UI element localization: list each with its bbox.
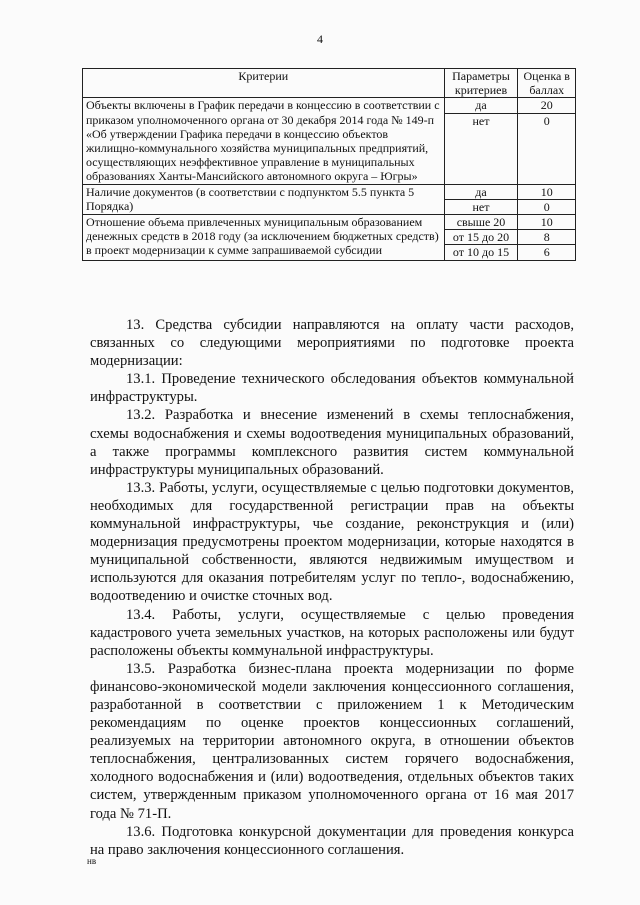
score-value: 20 bbox=[540, 98, 553, 113]
table-header-row bbox=[83, 69, 576, 98]
score-value: 10 bbox=[540, 215, 553, 230]
score-value: 10 bbox=[540, 184, 553, 199]
criterion-text: Отношение объема привлеченных муниципальным образованием денежных средств в 2018 году (за исключением бюджетных средств) в проект модернизации к сумме запрашиваемой субсидии bbox=[86, 215, 439, 258]
header-score: Оценка в баллах bbox=[518, 69, 576, 98]
param-value: да bbox=[475, 184, 487, 199]
params-cell bbox=[444, 184, 518, 214]
scores-cell bbox=[518, 215, 576, 261]
paragraph-13-1: 13.1. Проведение технического обследования объектов коммунальной инфраструктуры. bbox=[90, 371, 574, 406]
criterion-cell bbox=[83, 98, 445, 184]
header-criteria: Критерии bbox=[83, 69, 445, 98]
params-cell bbox=[444, 215, 518, 261]
param-value: от 15 до 20 bbox=[445, 229, 518, 244]
body-text bbox=[90, 316, 574, 859]
scores-cell bbox=[518, 184, 576, 214]
score-value: 0 bbox=[518, 199, 575, 214]
score-value: 0 bbox=[518, 113, 575, 128]
paragraph-13-4: 13.4. Работы, услуги, осуществляемые с целью проведения кадастрового учета земельных участков, на которых расположены или будут расположены объекты коммунальной инфраструктуры. bbox=[90, 606, 574, 659]
criterion-cell bbox=[83, 215, 445, 261]
criterion-text: Объекты включены в График передачи в концессию в соответствии с приказом уполномоченного органа от 30 декабря 2014 года № 149-п «Об утверждении Графика передачи в концессию объектов жилищно-коммунального хозяйства муниципальных предприятий, осуществляющих неэффективное управление в муниципальных образованиях Ханты-Мансийского автономного округа – Югры» bbox=[86, 98, 440, 184]
score-value: 8 bbox=[518, 229, 575, 244]
paragraph-13-5: 13.5. Разработка бизнес-плана проекта модернизации по форме финансово-экономической модели заключения концессионного соглашения, разработанной в соответствии с приложением 1 к Методическим рекомендациям по оценке проектов концессионных соглашений, реализуемых на территории автономного округа, в отношении объектов теплоснабжения, централизованных систем горячего водоснабжения, холодного водоснабжения и (или) водоотведения, отдельных объектов таких систем, утвержденным приказом уполномоченного органа от 16 мая 2017 года № 71-П. bbox=[90, 660, 574, 822]
table-row bbox=[83, 184, 576, 214]
scores-cell bbox=[518, 98, 576, 184]
param-value: нет bbox=[445, 199, 518, 214]
paragraph-13-3: 13.3. Работы, услуги, осуществляемые с целью подготовки документов, необходимых для государственной регистрации прав на объекты коммунальной инфраструктуры, чье создание, реконструкция и (или) модернизация предусмотрены проектом модернизации, которые находятся в муниципальной собственности, являются недвижимым имуществом и используются для оказания потребителям услуг по тепло-, водоснабжению, водоотведению и очистке сточных вод. bbox=[90, 479, 574, 605]
paragraph-13-2: 13.2. Разработка и внесение изменений в схемы теплоснабжения, схемы водоснабжения и схемы водоотведения муниципальных образований, а также программы комплексного развития систем коммунальной инфраструктуры муниципальных образований. bbox=[90, 407, 574, 478]
param-value: от 10 до 15 bbox=[445, 244, 518, 259]
param-value: да bbox=[475, 98, 487, 113]
table-row bbox=[83, 98, 576, 184]
params-cell bbox=[444, 98, 518, 184]
paragraph-13: 13. Средства субсидии направляются на оплату части расходов, связанных со следующими мероприятиями по подготовке проекта модернизации: bbox=[90, 317, 574, 370]
footer-mark: нв bbox=[87, 856, 97, 866]
page-number: 4 bbox=[317, 32, 323, 46]
table-row bbox=[83, 215, 576, 261]
score-value: 6 bbox=[518, 244, 575, 259]
param-value: свыше 20 bbox=[456, 215, 506, 230]
param-value: нет bbox=[445, 113, 518, 128]
paragraph-13-6: 13.6. Подготовка конкурсной документации для проведения конкурса на право заключения концессионного соглашения. bbox=[90, 823, 574, 858]
criterion-cell bbox=[83, 184, 445, 214]
criteria-table bbox=[82, 68, 576, 261]
header-parameters: Параметры критериев bbox=[444, 69, 518, 98]
criterion-text: Наличие документов (в соответствии с подпунктом 5.5 пункта 5 Порядка) bbox=[86, 184, 415, 213]
